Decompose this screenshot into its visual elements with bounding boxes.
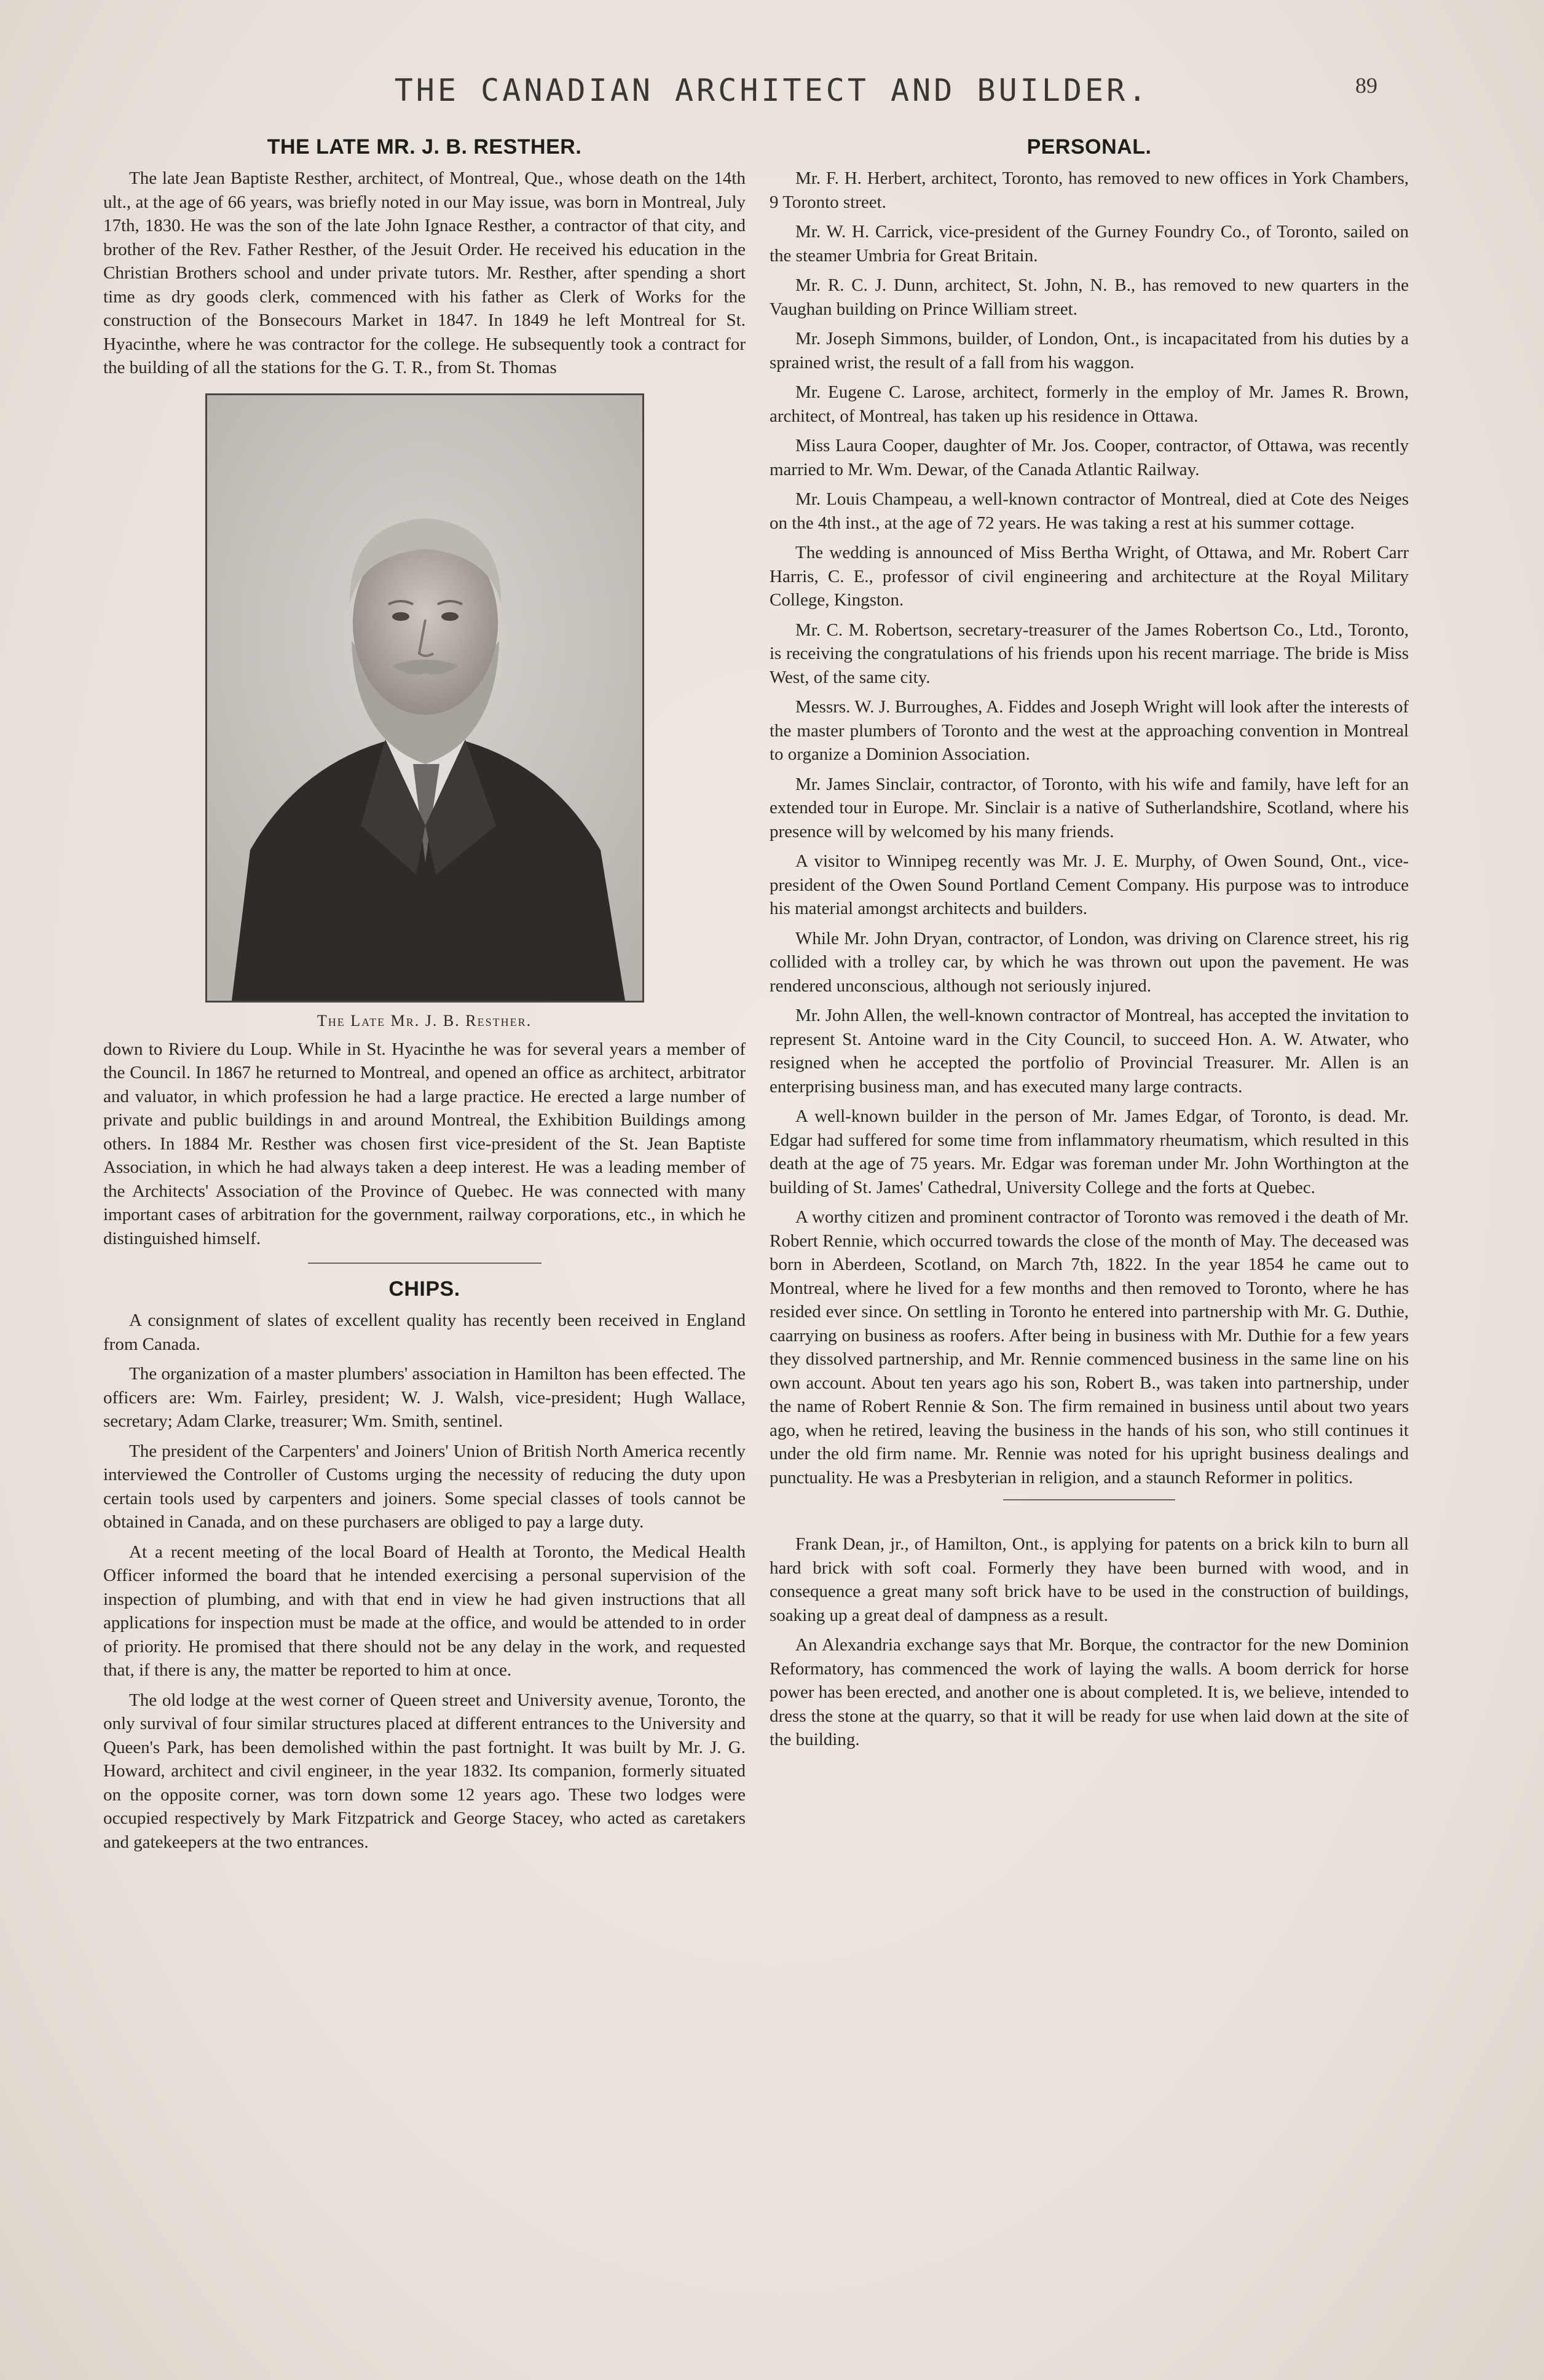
personal-item: Mr. Louis Champeau, a well-known contractor of Montreal, died at Cote des Neiges on the 4th inst., at the age of 72 years. He was taking a rest at his summer cottage. (770, 489, 1409, 533)
personal-item: Mr. R. C. J. Dunn, architect, St. John, N. B., has removed to new quarters in the Vaughan building on Prince William street. (770, 275, 1409, 319)
personal-item: Messrs. W. J. Burroughes, A. Fiddes and Joseph Wright will look after the interests of the master plumbers of Toronto and the west at the approaching convention in Montreal to organize a Dominion Association. (770, 697, 1409, 764)
personal-item: While Mr. John Dryan, contractor, of London, was driving on Clarence street, his rig collided with a trolley car, by which he was thrown out upon the pavement. He was rendered unconscious, although not seriously injured. (770, 928, 1409, 996)
chips-title: CHIPS. (388, 1277, 460, 1301)
resther-paragraph-1: The late Jean Baptiste Resther, architect, of Montreal, Que., whose death on the 14th ult., at the age of 66 years, was briefly noted in our May issue, was born in Montreal, July 17th, 1830. He was the son of the late John Ignace Resther, a contractor of that city, and brother of the Rev. Father Resther, of the Jesuit Order. He received his education in the Christian Brothers school and under private tutors. Mr. Resther, after spending a short time as dry goods clerk, commenced with his father as Clerk of Works for the construction of the Bonsecours Market in 1847. In 1849 he left Montreal for St. Hyacinthe, where he was contractor for the college. He subsequently took a contract for the building of all the stations for the G. T. R., from St. Thomas (103, 168, 746, 377)
portrait-figure (103, 393, 746, 1030)
personal-item: Mr. Eugene C. Larose, architect, formerly in the employ of Mr. James R. Brown, architect, of Montreal, has taken up his residence in Ottawa. (770, 382, 1409, 426)
news-item: An Alexandria exchange says that Mr. Borque, the contractor for the new Dominion Reformatory, has commenced the work of laying the walls. A boom derrick for horse power has been erected, and another one is about completed. It is, we believe, intended to dress the stone at the quarry, so that it will be ready for use when laid down at the site of the building. (770, 1635, 1409, 1749)
portrait-caption: The Late Mr. J. B. Resther. (317, 1011, 532, 1030)
news-item: Frank Dean, jr., of Hamilton, Ont., is applying for patents on a brick kiln to burn all hard brick with soft coal. Formerly they have been burned with wood, and in consequence a great many soft brick have to be used in the construction of buildings, soaking up a great deal of dampness as a result. (770, 1534, 1409, 1625)
chips-item: At a recent meeting of the local Board of Health at Toronto, the Medical Health Officer informed the board that he intended exercising a personal supervision of the inspection of plumbing, and with that end in view he had given instructions that all applications for inspection must be made at the office, and would be attended to in order of priority. He promised that there should not be any delay in the work, and requested that, if there is any, the matter be reported to him at once. (103, 1542, 746, 1680)
article-title-resther: THE LATE MR. J. B. RESTHER. (267, 135, 582, 159)
personal-item: Mr. Joseph Simmons, builder, of London, Ont., is incapacitated from his duties by a sprained wrist, the result of a fall from his waggon. (770, 329, 1409, 372)
chips-item: The old lodge at the west corner of Queen street and University avenue, Toronto, the only survival of four similar structures placed at different entrances to the University and Queen's Park, has been demolished within the past fortnight. It was built by Mr. J. G. Howard, architect and civil engineer, in the year 1832. Its companion, formerly situated on the opposite corner, was torn down some 12 years ago. These two lodges were occupied respectively by Mark Fitzpatrick and George Stacey, who acted as caretakers and gatekeepers at the two entrances. (103, 1690, 746, 1852)
chips-item: The organization of a master plumbers' association in Hamilton has been effected. The officers are: Wm. Fairley, president; W. J. Walsh, vice-president; Hugh Wallace, secretary; Adam Clarke, treasurer; Wm. Smith, sentinel. (103, 1364, 746, 1431)
chips-item: The president of the Carpenters' and Joiners' Union of British North America recently interviewed the Controller of Customs urging the necessity of reducing the duty upon certain tools used by carpenters and joiners. Some special classes of tools cannot be obtained in Canada, and on these purchasers are obliged to pay a large duty. (103, 1441, 746, 1532)
chips-item: A consignment of slates of excellent quality has recently been received in England from Canada. (103, 1310, 746, 1354)
personal-item: Mr. F. H. Herbert, architect, Toronto, has removed to new offices in York Chambers, 9 Toronto street. (770, 168, 1409, 212)
section-divider (308, 1263, 542, 1264)
personal-item: A visitor to Winnipeg recently was Mr. J. E. Murphy, of Owen Sound, Ont., vice-president of the Owen Sound Portland Cement Company. His purpose was to introduce his material amongst architects and builders. (770, 851, 1409, 918)
page-number: 89 (1355, 73, 1377, 98)
portrait-image (207, 395, 642, 1001)
personal-item: Mr. C. M. Robertson, secretary-treasurer of the James Robertson Co., Ltd., Toronto, is receiving the congratulations of his friends upon his recent marriage. The bride is Miss West, of the same city. (770, 620, 1409, 687)
personal-item: The wedding is announced of Miss Bertha Wright, of Ottawa, and Mr. Robert Carr Harris, C. E., professor of civil engineering and architecture at the Royal Military College, Kingston. (770, 543, 1409, 610)
right-column (770, 135, 1409, 1758)
personal-item: A well-known builder in the person of Mr. James Edgar, of Toronto, is dead. Mr. Edgar had suffered for some time from inflammatory rheumatism, which resulted in this death at the age of 75 years. Mr. Edgar was foreman under Mr. John Worthington at the building of St. James' Cathedral, University College and the forts at Quebec. (770, 1106, 1409, 1197)
personal-item: A worthy citizen and prominent contractor of Toronto was removed i the death of Mr. Robert Rennie, which occurred towards the close of the month of May. The deceased was born in Aberdeen, Scotland, on March 7th, 1822. In the year 1854 he came out to Montreal, where he lived for a few months and then removed to Toronto, where he has resided ever since. On settling in Toronto he entered into partnership with Mr. G. Duthie, caarrying on business as roofers. After being in business with Mr. Duthie for a few years they dissolved partnership, and Mr. Rennie commenced business in the same line on his own account. About ten years ago his son, Robert B., was taken into partnership, under the name of Robert Rennie & Son. The firm remained in business until about two years ago, when he retired, leaving the business in the hands of his son, who still continues it under the old firm name. Mr. Rennie was noted for his upright business dealings and punctuality. He was a Presbyterian in religion, and a staunch Reformer in politics. (770, 1207, 1409, 1488)
running-title: THE CANADIAN ARCHITECT AND BUILDER. (394, 73, 1150, 108)
personal-item: Miss Laura Cooper, daughter of Mr. Jos. Cooper, contractor, of Ottawa, was recently married to Mr. Wm. Dewar, of the Canada Atlantic Railway. (770, 436, 1409, 479)
left-column (103, 135, 746, 1860)
resther-paragraph-2: down to Riviere du Loup. While in St. Hyacinthe he was for several years a member of the Council. In 1867 he returned to Montreal, and opened an office as architect, arbitrator and valuator, in which profession he had a large practice. He erected a large number of private and public buildings in and around Montreal, the Exhibition Buildings among others. In 1884 Mr. Resther was chosen first vice-president of the St. Jean Baptiste Association, in which he had always taken a deep interest. He was a leading member of the Architects' Association of the Province of Quebec. He was connected with many important cases of arbitration for the government, railway corporations, etc., in which he distinguished himself. (103, 1039, 746, 1248)
personal-item: Mr. W. H. Carrick, vice-president of the Gurney Foundry Co., of Toronto, sailed on the steamer Umbria for Great Britain. (770, 222, 1409, 266)
personal-title: PERSONAL. (1026, 135, 1152, 159)
portrait-photo (205, 393, 644, 1003)
personal-item: Mr. John Allen, the well-known contractor of Montreal, has accepted the invitation to represent St. Antoine ward in the City Council, to succeed Hon. A. W. Atwater, who resigned when he accepted the portfolio of Provincial Treasurer. Mr. Allen is an enterprising business man, and has executed many large contracts. (770, 1006, 1409, 1097)
section-divider (1003, 1499, 1175, 1500)
personal-item: Mr. James Sinclair, contractor, of Toronto, with his wife and family, have left for an extended tour in Europe. Mr. Sinclair is a native of Sutherlandshire, Scotland, where his presence will by welcomed by his many friends. (770, 774, 1409, 841)
